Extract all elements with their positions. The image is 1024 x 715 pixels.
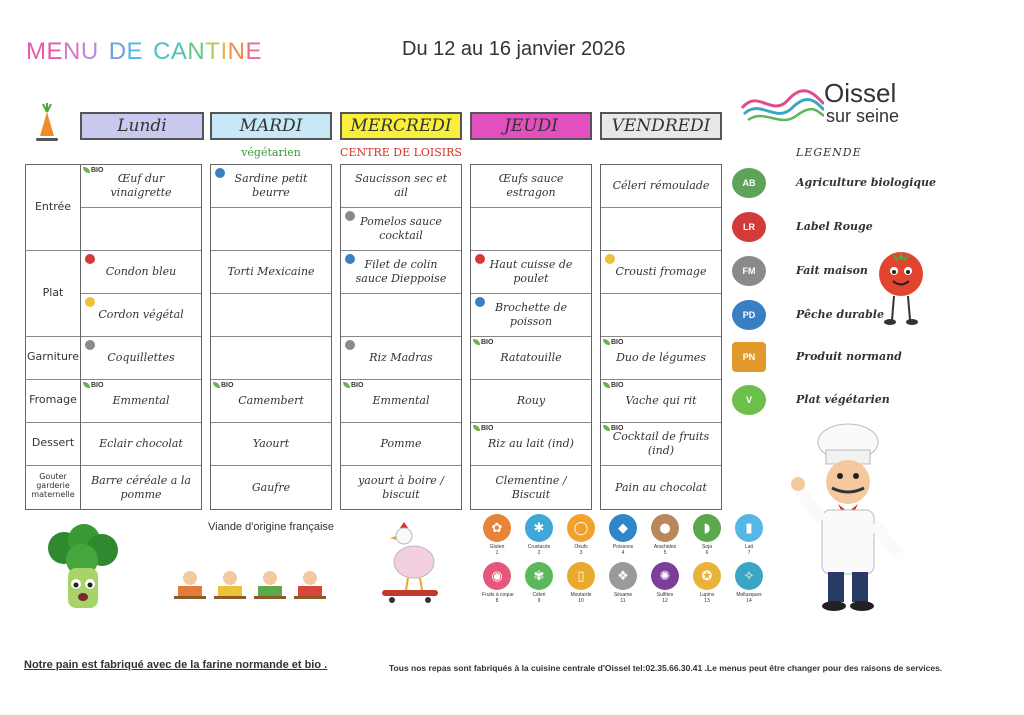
day-column-vendredi xyxy=(600,164,722,510)
fait-maison-icon xyxy=(345,211,355,221)
menu-item-text: Filet de colin sauce Dieppoise xyxy=(355,258,447,285)
row-label: Plat xyxy=(42,285,64,299)
bio-badge-label: BIO xyxy=(611,425,624,432)
label-rouge-icon xyxy=(85,254,95,264)
menu-item-text: Duo de légumes xyxy=(616,351,706,365)
menu-cell xyxy=(471,380,591,423)
bio-badge-label: BIO xyxy=(91,382,104,389)
menu-item-text: Céleri rémoulade xyxy=(612,179,710,193)
allergen-name: Lait xyxy=(744,544,754,550)
menu-item-text: Cocktail de fruits (ind) xyxy=(612,430,710,457)
menu-cell xyxy=(341,165,461,208)
bio-badge xyxy=(83,167,103,176)
day-column-lundi xyxy=(80,164,202,510)
menu-cell xyxy=(81,165,201,208)
bio-leaf-icon xyxy=(83,167,90,173)
title-letter: E xyxy=(245,38,262,65)
menu-item-text: Sardine petit beurre xyxy=(234,172,308,199)
tomato-mascot-icon xyxy=(872,244,930,330)
menu-item-text: Pomme xyxy=(380,437,422,451)
legend-label: Produit normand xyxy=(796,350,902,363)
bio-leaf-icon xyxy=(603,382,610,388)
footer-kitchen-note: Tous nos repas sont fabriqués à la cuisine centrale d'Oissel tel:02.35.66.30.41 .Le menus peut être changer pour des raisons de services. xyxy=(389,663,943,673)
menu-item-text: Brochette de poisson xyxy=(494,301,568,328)
allergen-name: Mollusques xyxy=(736,592,762,598)
allergen-number: 2 xyxy=(537,550,541,556)
legend-item xyxy=(728,340,928,376)
day-header-vendredi: VENDREDI xyxy=(600,112,722,140)
menu-cell xyxy=(81,294,201,337)
title-letter: E xyxy=(46,38,64,65)
bio-badge xyxy=(213,382,233,391)
bio-badge-label: BIO xyxy=(611,382,624,389)
label-rouge-icon: LR xyxy=(732,212,766,242)
day-header-jeudi: JEUDI xyxy=(470,112,592,140)
oissel-wave-icon xyxy=(740,78,824,128)
title-letter: I xyxy=(220,38,228,65)
fait-maison-icon xyxy=(85,340,95,350)
title-letter: E xyxy=(126,38,144,65)
menu-cell xyxy=(341,208,461,251)
legend-item xyxy=(728,383,928,419)
allergen-soja xyxy=(692,514,722,556)
allergen-sésame xyxy=(608,562,638,604)
menu-title xyxy=(26,38,262,66)
menu-cell xyxy=(81,208,201,251)
legend-label: Label Rouge xyxy=(796,220,873,233)
allergen-number: 10 xyxy=(578,598,584,604)
menu-cell xyxy=(471,251,591,294)
menu-cell xyxy=(601,294,721,337)
title-letter: N xyxy=(187,38,206,65)
logo-line1: Oissel xyxy=(824,78,897,108)
menu-cell xyxy=(211,294,331,337)
peche-durable-icon xyxy=(345,254,355,264)
allergen-name: Soja xyxy=(701,544,712,550)
allergen-name: Céleri xyxy=(532,592,546,598)
menu-cell xyxy=(471,337,591,380)
menu-item-text: Œufs sauce estragon xyxy=(498,172,564,199)
menu-item-text: yaourt à boire / biscuit xyxy=(358,473,444,501)
bio-badge-label: BIO xyxy=(221,382,234,389)
allergen-number: 13 xyxy=(704,598,710,604)
allergen-name: Moutarde xyxy=(570,592,592,598)
menu-item-text: Clementine / Biscuit xyxy=(495,473,567,501)
allergen-arachides xyxy=(650,514,680,556)
menu-cell xyxy=(601,208,721,251)
carrot-mascot-icon xyxy=(32,102,62,144)
bio-leaf-icon xyxy=(473,339,480,345)
allergen-name: Poissons xyxy=(612,544,634,550)
allergen-crustacés xyxy=(524,514,554,556)
allergen-icon: ✱ xyxy=(525,514,553,542)
allergen-name: Oeufs xyxy=(574,544,588,550)
menu-dates: Du 12 au 16 janvier 2026 xyxy=(402,38,626,60)
menu-cell xyxy=(81,466,201,509)
menu-cell xyxy=(471,165,591,208)
bio-leaf-icon xyxy=(603,425,610,431)
title-letter: N xyxy=(227,38,246,65)
bio-badge-label: BIO xyxy=(481,425,494,432)
allergen-number: 1 xyxy=(495,550,499,556)
day-column-mercredi xyxy=(340,164,462,510)
menu-cell xyxy=(341,466,461,509)
title-letter: T xyxy=(205,38,221,65)
allergen-icon: ▯ xyxy=(567,562,595,590)
legend-label: Fait maison xyxy=(796,264,868,277)
title-letter: U xyxy=(80,38,99,65)
menu-cell xyxy=(471,466,591,509)
logo-line2: sur seine xyxy=(826,106,900,126)
menu-cell xyxy=(341,380,461,423)
day-subtitle: CENTRE DE LOISIRS xyxy=(340,146,462,159)
menu-cell xyxy=(81,380,201,423)
produit-normand-icon: PN xyxy=(732,342,766,372)
row-label: Fromage xyxy=(29,393,77,407)
menu-item-text: Eclair chocolat xyxy=(99,437,183,451)
allergen-name: Gluten xyxy=(489,544,505,550)
allergen-oeufs xyxy=(566,514,596,556)
bio-badge-label: BIO xyxy=(91,167,104,174)
menu-cell xyxy=(601,380,721,423)
menu-item-text: Pain au chocolat xyxy=(615,480,707,494)
allergen-icon: ◯ xyxy=(567,514,595,542)
allergen-icon: ❖ xyxy=(609,562,637,590)
vegetarian-icon xyxy=(85,297,95,307)
allergen-name: Arachides xyxy=(653,544,677,550)
menu-cell xyxy=(471,423,591,466)
day-header-mercredi: MERCREDI xyxy=(340,112,462,140)
menu-item-text: Ratatouille xyxy=(500,351,562,365)
bio-badge xyxy=(473,339,493,348)
allergen-number: 7 xyxy=(747,550,751,556)
allergen-number: 6 xyxy=(705,550,709,556)
allergen-name: Fruits à coque xyxy=(482,592,514,598)
menu-cell xyxy=(341,251,461,294)
day-column-jeudi xyxy=(470,164,592,510)
allergen-number: 5 xyxy=(663,550,667,556)
peche-durable-icon xyxy=(215,168,225,178)
menu-cell xyxy=(601,337,721,380)
allergen-mollusques xyxy=(734,562,764,604)
menu-item-text: Œuf dur vinaigrette xyxy=(110,172,172,199)
row-label: Gouter garderie maternelle xyxy=(31,472,75,499)
title-letter: M xyxy=(26,38,47,65)
bio-badge xyxy=(343,382,363,391)
legend-label: Agriculture biologique xyxy=(796,176,937,189)
allergen-céleri xyxy=(524,562,554,604)
menu-cell xyxy=(211,337,331,380)
title-letter: A xyxy=(170,38,188,65)
menu-item-text: Gaufre xyxy=(251,480,291,494)
allergen-name: Crustacés xyxy=(527,544,551,550)
peche-durable-icon: PD xyxy=(732,300,766,330)
bio-badge xyxy=(83,382,103,391)
menu-cell xyxy=(341,294,461,337)
menu-item-text: Vache qui rit xyxy=(625,394,697,408)
menu-cell xyxy=(211,251,331,294)
kids-at-desks-icon xyxy=(170,568,330,604)
menu-cell xyxy=(211,423,331,466)
chicken-skateboard-icon xyxy=(378,522,442,604)
allergen-poissons xyxy=(608,514,638,556)
menu-cell xyxy=(601,251,721,294)
agriculture-bio-icon: AB xyxy=(732,168,766,198)
legend-item xyxy=(728,210,928,246)
bio-leaf-icon xyxy=(213,382,220,388)
bio-leaf-icon xyxy=(343,382,350,388)
allergen-fruits-à-coque xyxy=(482,562,512,604)
menu-item-text: Rouy xyxy=(516,394,546,408)
menu-item-text: Cordon végétal xyxy=(98,308,184,322)
menu-item-text: Torti Mexicaine xyxy=(227,265,315,279)
menu-item-text: Yaourt xyxy=(252,437,290,451)
menu-cell xyxy=(211,208,331,251)
bio-badge-label: BIO xyxy=(351,382,364,389)
allergen-number: 9 xyxy=(537,598,541,604)
allergen-icon: ● xyxy=(651,514,679,542)
menu-cell xyxy=(471,294,591,337)
allergen-number: 3 xyxy=(579,550,583,556)
footer-bread-note: Notre pain est fabriqué avec de la farine normande et bio . xyxy=(24,659,328,671)
menu-cell xyxy=(211,165,331,208)
bio-leaf-icon xyxy=(473,425,480,431)
menu-cell xyxy=(81,251,201,294)
legend-label: Plat végétarien xyxy=(796,393,890,406)
menu-cell xyxy=(601,466,721,509)
allergen-number: 14 xyxy=(746,598,752,604)
legend-title: LEGENDE xyxy=(796,146,862,159)
menu-cell xyxy=(211,380,331,423)
allergen-row xyxy=(482,562,762,610)
day-column-mardi xyxy=(210,164,332,510)
menu-item-text: Riz Madras xyxy=(369,351,433,365)
allergen-icon: ◉ xyxy=(483,562,511,590)
allergen-gluten xyxy=(482,514,512,556)
menu-item-text: Riz au lait (ind) xyxy=(488,437,574,451)
allergen-number: 8 xyxy=(495,598,499,604)
bio-badge xyxy=(603,425,623,434)
row-label: Dessert xyxy=(31,436,75,450)
chef-mascot-icon xyxy=(786,420,910,614)
allergen-number: 4 xyxy=(621,550,625,556)
title-letter: N xyxy=(63,38,81,65)
menu-item-text: Barre céréale a la pomme xyxy=(91,473,191,501)
menu-cell xyxy=(601,423,721,466)
allergen-moutarde xyxy=(566,562,596,604)
fait-maison-icon xyxy=(345,340,355,350)
menu-item-text: Coquillettes xyxy=(107,351,175,365)
menu-item-text: Camembert xyxy=(238,394,304,408)
allergen-icon: ◆ xyxy=(609,514,637,542)
menu-cell xyxy=(341,423,461,466)
menu-item-text: Haut cuisse de poulet xyxy=(489,258,573,285)
menu-cell xyxy=(341,337,461,380)
menu-item-text: Crousti fromage xyxy=(615,265,707,279)
allergen-icon: ✾ xyxy=(525,562,553,590)
label-rouge-icon xyxy=(475,254,485,264)
bio-badge xyxy=(603,382,623,391)
legend-item xyxy=(728,166,937,202)
allergen-icon: ✪ xyxy=(693,562,721,590)
fait-maison-icon: FM xyxy=(732,256,766,286)
allergen-icon: ▮ xyxy=(735,514,763,542)
allergen-name: Sésame xyxy=(613,592,633,598)
title-letter: D xyxy=(108,38,127,65)
viande-origin-note: Viande d'origine française xyxy=(208,521,335,533)
allergen-lupins xyxy=(692,562,722,604)
bio-leaf-icon xyxy=(603,339,610,345)
bio-badge-label: BIO xyxy=(611,339,624,346)
menu-cell xyxy=(471,208,591,251)
menu-item-text: Emmental xyxy=(112,394,170,408)
bio-badge-label: BIO xyxy=(481,339,494,346)
legend-label: Pêche durable xyxy=(796,308,884,321)
menu-cell xyxy=(81,423,201,466)
broccoli-mascot-icon xyxy=(38,524,128,616)
bio-badge xyxy=(603,339,623,348)
allergen-name: Sulfites xyxy=(656,592,674,598)
menu-cell xyxy=(81,337,201,380)
allergen-row xyxy=(482,514,762,562)
menu-cell xyxy=(211,466,331,509)
plat-vegetarien-icon: V xyxy=(732,385,766,415)
allergen-sulfites xyxy=(650,562,680,604)
allergen-number: 11 xyxy=(620,598,626,604)
menu-item-text: Saucisson sec et ail xyxy=(354,172,448,199)
bio-badge xyxy=(473,425,493,434)
row-label: Entrée xyxy=(34,199,72,213)
vegetarian-icon xyxy=(605,254,615,264)
peche-durable-icon xyxy=(475,297,485,307)
oissel-logo xyxy=(740,78,930,130)
menu-item-text: Pomelos sauce cocktail xyxy=(360,215,442,242)
allergen-icon: ◗ xyxy=(693,514,721,542)
day-subtitle: végétarien xyxy=(241,146,301,159)
bio-leaf-icon xyxy=(83,382,90,388)
allergen-number: 12 xyxy=(662,598,668,604)
allergen-icon: ✧ xyxy=(735,562,763,590)
menu-cell xyxy=(601,165,721,208)
day-header-lundi: Lundi xyxy=(80,112,204,140)
allergen-icon: ✺ xyxy=(651,562,679,590)
title-letter: C xyxy=(153,38,171,65)
allergen-name: Lupins xyxy=(699,592,715,598)
allergen-icon: ✿ xyxy=(483,514,511,542)
menu-item-text: Condon bleu xyxy=(105,265,177,279)
row-label: Garniture xyxy=(27,350,79,364)
allergen-lait xyxy=(734,514,764,556)
day-header-mardi: MARDI xyxy=(210,112,332,140)
menu-item-text: Emmental xyxy=(372,394,430,408)
